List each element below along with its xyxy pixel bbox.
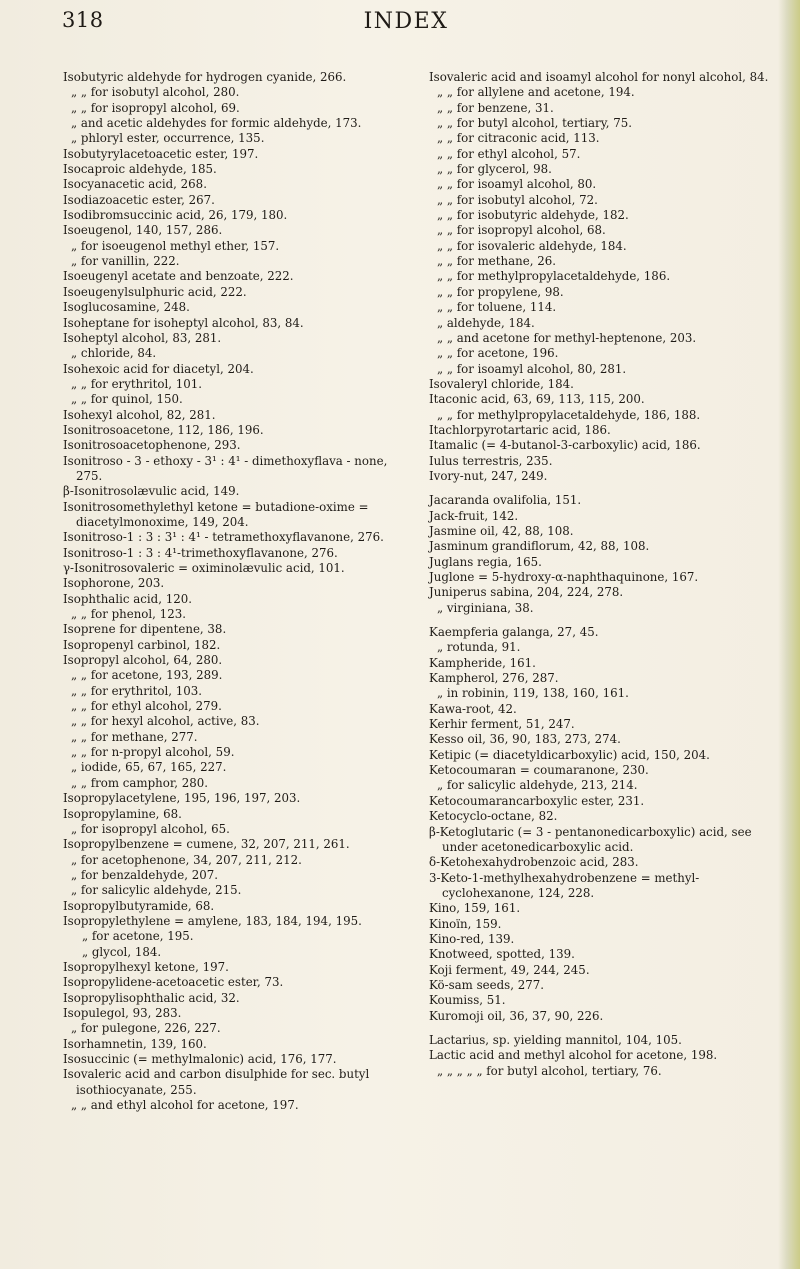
- index-entry: Kesso oil, 36, 90, 183, 273, 274.: [429, 732, 621, 747]
- index-entry: „ „ for isoamyl alcohol, 80, 281.: [437, 361, 627, 376]
- index-entry: Isovaleryl chloride, 184.: [429, 376, 574, 391]
- index-entry: Isohexyl alcohol, 82, 281.: [63, 407, 216, 422]
- index-entry: Isoglucosamine, 248.: [63, 300, 190, 315]
- index-entry: „ aldehyde, 184.: [437, 315, 535, 330]
- index-entry: Kampheride, 161.: [429, 655, 536, 670]
- index-entry: „ „ for methylpropylacetaldehyde, 186.: [437, 269, 671, 284]
- index-entry: Isonitroso - 3 - ethoxy - 3¹ : 4¹ - dimethoxyflava - none, 275.: [63, 453, 388, 483]
- index-entry: Kawa-root, 42.: [429, 701, 517, 716]
- index-entry: „ „ for methane, 26.: [437, 254, 556, 269]
- index-entry: Isopropylacetylene, 195, 196, 197, 203.: [63, 791, 301, 806]
- index-entry: Kino-red, 139.: [429, 931, 515, 946]
- index-entry: Isobutyric aldehyde for hydrogen cyanide, 266.: [63, 70, 347, 84]
- index-entry: Isonitrosoacetone, 112, 186, 196.: [63, 422, 264, 437]
- index-entry: Isovaleric acid and isoamyl alcohol for nonyl alcohol, 84.: [429, 70, 769, 84]
- index-entry: „ „ for citraconic acid, 113.: [437, 131, 600, 146]
- index-entry: Jasminum grandiflorum, 42, 88, 108.: [429, 539, 650, 554]
- index-entry: „ „ „ „ „ for butyl alcohol, tertiary, 76.: [437, 1063, 662, 1078]
- index-entry: „ „ for ethyl alcohol, 57.: [437, 146, 581, 161]
- index-entry: „ glycol, 184.: [82, 944, 162, 959]
- index-entry: „ „ for toluene, 114.: [437, 300, 557, 315]
- index-entry: „ for pulegone, 226, 227.: [71, 1021, 221, 1036]
- index-entry: Isobutyrylacetoacetic ester, 197.: [63, 146, 259, 161]
- index-entry: „ for salicylic aldehyde, 215.: [71, 883, 242, 898]
- index-entry: Isoeugenyl acetate and benzoate, 222.: [63, 269, 294, 284]
- index-entry: „ for acetophenone, 34, 207, 211, 212.: [71, 852, 302, 867]
- index-entry: δ-Ketohexahydrobenzoic acid, 283.: [429, 855, 639, 870]
- index-column-left: [63, 70, 403, 1113]
- index-entry: „ „ for glycerol, 98.: [437, 162, 552, 177]
- index-entry: Ketocoumaran = coumaranone, 230.: [429, 763, 649, 778]
- index-entry: „ „ for isoamyl alcohol, 80.: [437, 177, 597, 192]
- index-entry: „ iodide, 65, 67, 165, 227.: [71, 760, 227, 775]
- index-entry: Itaconic acid, 63, 69, 113, 115, 200.: [429, 392, 645, 407]
- index-entry: „ for salicylic aldehyde, 213, 214.: [437, 778, 638, 793]
- index-entry: Isoeugenylsulphuric acid, 222.: [63, 284, 247, 299]
- index-entry: Isoheptyl alcohol, 83, 281.: [63, 330, 222, 345]
- index-entry: „ „ for phenol, 123.: [71, 607, 186, 622]
- index-entry: Isopulegol, 93, 283.: [63, 1005, 182, 1020]
- index-entry: Isophorone, 203.: [63, 576, 165, 591]
- index-entry: Ketocoumarancarboxylic ester, 231.: [429, 793, 645, 808]
- page-number: 318: [62, 8, 104, 32]
- index-entry: Knotweed, spotted, 139.: [429, 947, 575, 962]
- index-entry: „ chloride, 84.: [71, 346, 157, 361]
- index-entry: Isoprene for dipentene, 38.: [63, 622, 227, 637]
- index-entry: „ for acetone, 195.: [82, 929, 194, 944]
- index-entry: Jacaranda ovalifolia, 151.: [429, 493, 582, 508]
- index-entry: Isopropyl alcohol, 64, 280.: [63, 653, 223, 668]
- page-edge-shading: [778, 0, 800, 1269]
- index-entry: Isopropylethylene = amylene, 183, 184, 194, 195.: [63, 913, 362, 928]
- index-entry: Isoheptane for isoheptyl alcohol, 83, 84.: [63, 315, 304, 330]
- index-entry: „ „ for isobutyl alcohol, 72.: [437, 192, 598, 207]
- index-entry: „ „ for n-propyl alcohol, 59.: [71, 745, 235, 760]
- index-entry: „ in robinin, 119, 138, 160, 161.: [437, 686, 629, 701]
- index-entry: Isonitroso-1 : 3 : 4¹-trimethoxyflavanone, 276.: [63, 545, 338, 560]
- index-entry: „ and acetic aldehydes for formic aldehyde, 173.: [71, 116, 362, 131]
- index-entry: Isovaleric acid and carbon disulphide for sec. butyl isothiocyanate, 255.: [63, 1067, 370, 1097]
- index-entry: Isosuccinic (= methylmalonic) acid, 176, 177.: [63, 1052, 337, 1066]
- index-entry: Ivory-nut, 247, 249.: [429, 468, 548, 483]
- index-entry: Koji ferment, 49, 244, 245.: [429, 962, 590, 977]
- index-entry: Kerhir ferment, 51, 247.: [429, 717, 575, 732]
- index-entry: Kaempferia galanga, 27, 45.: [429, 625, 599, 640]
- index-entry: Kino, 159, 161.: [429, 901, 521, 916]
- index-column-right: [429, 70, 774, 1079]
- index-entry: Isonitrosomethylethyl ketone = butadione-oxime = diacetylmonoxime, 149, 204.: [63, 499, 369, 529]
- index-entry: „ „ for acetone, 196.: [437, 346, 559, 361]
- index-entry: Kampherol, 276, 287.: [429, 671, 559, 686]
- index-entry: „ virginiana, 38.: [437, 600, 534, 615]
- index-entry: Isodibromsuccinic acid, 26, 179, 180.: [63, 208, 288, 223]
- index-entry: „ „ for hexyl alcohol, active, 83.: [71, 714, 260, 729]
- index-entry: Iulus terrestris, 235.: [429, 453, 553, 468]
- index-entry: Isonitrosoacetophenone, 293.: [63, 438, 241, 453]
- index-entry: „ „ and ethyl alcohol for acetone, 197.: [71, 1098, 299, 1113]
- index-entry: „ „ for isopropyl alcohol, 69.: [71, 100, 240, 115]
- index-entry: „ „ and acetone for methyl-heptenone, 203.: [437, 330, 697, 345]
- index-entry: „ „ for quinol, 150.: [71, 392, 183, 407]
- index-entry: „ „ for propylene, 98.: [437, 284, 564, 299]
- index-entry: „ „ for erythritol, 101.: [71, 376, 202, 391]
- index-entry: Isopropylisophthalic acid, 32.: [63, 990, 240, 1005]
- index-entry: „ „ for benzene, 31.: [437, 100, 554, 115]
- index-entry: Isohexoic acid for diacetyl, 204.: [63, 361, 254, 376]
- index-entry: Jasmine oil, 42, 88, 108.: [429, 523, 574, 538]
- index-entry: „ „ for methylpropylacetaldehyde, 186, 188.: [437, 407, 701, 422]
- index-entry: Juglans regia, 165.: [429, 554, 542, 569]
- index-entry: 3-Keto-1-methylhexahydrobenzene = methyl-cyclohexanone, 124, 228.: [429, 870, 700, 900]
- index-entry: Jack-fruit, 142.: [429, 508, 519, 523]
- index-entry: Isorhamnetin, 139, 160.: [63, 1036, 207, 1051]
- index-entry: Isopropylbenzene = cumene, 32, 207, 211, 261.: [63, 837, 350, 852]
- index-entry: Isophthalic acid, 120.: [63, 591, 192, 606]
- index-entry: „ „ for isopropyl alcohol, 68.: [437, 223, 606, 238]
- running-head-title: INDEX: [363, 9, 449, 34]
- index-entry: Itachlorpyrotartaric acid, 186.: [429, 422, 611, 437]
- index-entry: Isopropenyl carbinol, 182.: [63, 637, 221, 652]
- index-entry: „ for vanillin, 222.: [71, 254, 180, 269]
- index-entry: Itamalic (= 4-butanol-3-carboxylic) acid, 186.: [429, 438, 701, 453]
- index-entry: Isopropylamine, 68.: [63, 806, 182, 821]
- index-entry: „ „ for methane, 277.: [71, 729, 198, 744]
- index-entry: Kö-sam seeds, 277.: [429, 977, 544, 992]
- index-entry: „ „ for acetone, 193, 289.: [71, 668, 223, 683]
- index-entry: Ketipic (= diacetyldicarboxylic) acid, 150, 204.: [429, 747, 710, 762]
- index-entry: Juniperus sabina, 204, 224, 278.: [429, 585, 624, 600]
- index-entry: β-Ketoglutaric (= 3 - pentanonedicarboxylic) acid, see under acetonedicarboxylic acid.: [429, 824, 752, 854]
- index-entry: Isonitroso-1 : 3 : 3¹ : 4¹ - tetramethoxyflavanone, 276.: [63, 530, 384, 545]
- index-entry: „ „ for isovaleric aldehyde, 184.: [437, 238, 627, 253]
- index-entry: β-Isonitrosolævulic acid, 149.: [63, 484, 240, 499]
- index-entry: „ for benzaldehyde, 207.: [71, 867, 218, 882]
- index-entry: „ „ for butyl alcohol, tertiary, 75.: [437, 116, 633, 131]
- index-entry: „ for isopropyl alcohol, 65.: [71, 821, 230, 836]
- index-entry: Isopropylidene-acetoacetic ester, 73.: [63, 975, 284, 990]
- index-entry: Ketocyclo-octane, 82.: [429, 809, 558, 824]
- index-entry: „ „ for ethyl alcohol, 279.: [71, 699, 222, 714]
- index-entry: Isopropylhexyl ketone, 197.: [63, 959, 229, 974]
- index-entry: Juglone = 5-hydroxy-α-naphthaquinone, 167.: [429, 570, 699, 584]
- index-entry: „ „ for erythritol, 103.: [71, 683, 202, 698]
- index-entry: Kuromoji oil, 36, 37, 90, 226.: [429, 1008, 604, 1023]
- index-entry: Kinoïn, 159.: [429, 916, 502, 931]
- index-entry: „ phloryl ester, occurrence, 135.: [71, 131, 265, 146]
- index-entry: Isoeugenol, 140, 157, 286.: [63, 223, 223, 238]
- index-entry: Lactic acid and methyl alcohol for acetone, 198.: [429, 1048, 718, 1063]
- index-entry: Isopropylbutyramide, 68.: [63, 898, 215, 913]
- index-entry: Isocyanacetic acid, 268.: [63, 177, 207, 192]
- index-entry: Isocaproic aldehyde, 185.: [63, 162, 217, 177]
- index-entry: „ „ for allylene and acetone, 194.: [437, 85, 635, 100]
- index-entry: Lactarius, sp. yielding mannitol, 104, 105.: [429, 1032, 682, 1047]
- index-entry: Isodiazoacetic ester, 267.: [63, 192, 215, 207]
- index-entry: γ-Isonitrosovaleric = oximinolævulic acid, 101.: [63, 561, 345, 575]
- index-entry: „ for isoeugenol methyl ether, 157.: [71, 238, 280, 253]
- index-entry: „ „ from camphor, 280.: [71, 775, 208, 790]
- index-entry: „ „ for isobutyl alcohol, 280.: [71, 85, 240, 100]
- index-entry: Koumiss, 51.: [429, 993, 506, 1008]
- index-entry: „ rotunda, 91.: [437, 640, 521, 655]
- index-entry: „ „ for isobutyric aldehyde, 182.: [437, 208, 629, 223]
